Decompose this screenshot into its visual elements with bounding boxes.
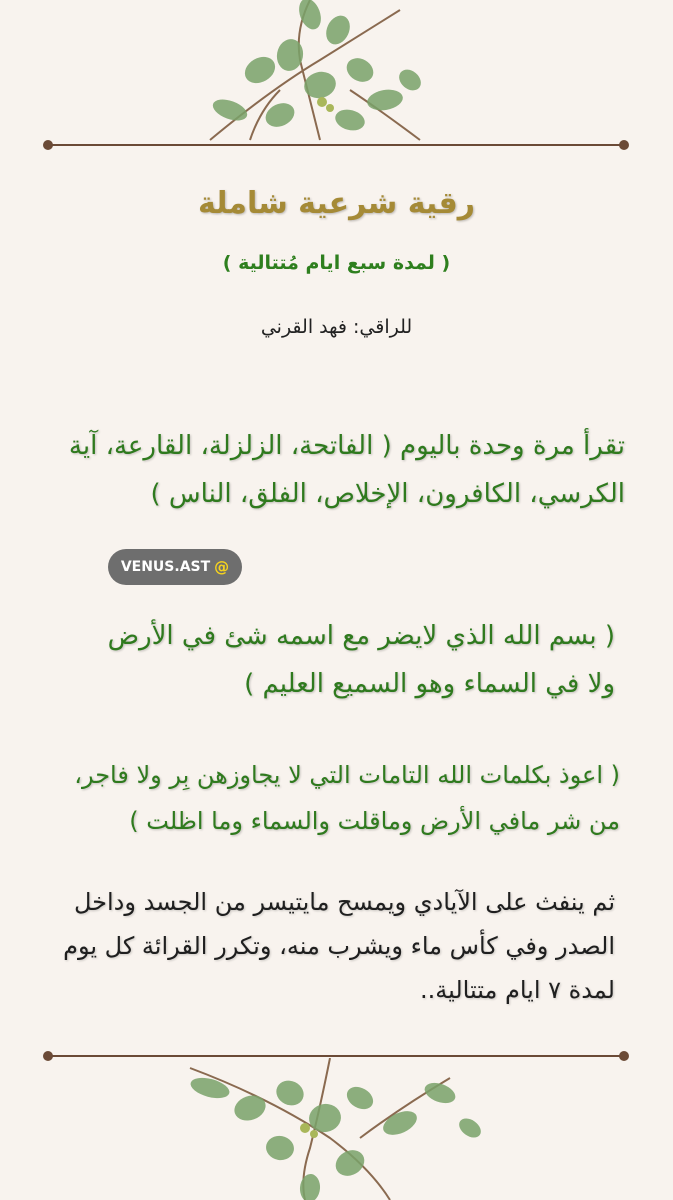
top-divider <box>48 144 624 146</box>
bottom-divider <box>48 1055 624 1057</box>
eucalyptus-branch-bottom <box>150 1058 510 1200</box>
divider-dot-right <box>619 140 629 150</box>
closing-instruction: ثم ينفث على الآيادي ويمسح مايتيسر من الجسد وداخل الصدر وفي كأس ماء ويشرب منه، وتكرر القرائة كل يوم لمدة ٧ ايام متتالية.. <box>63 888 615 1004</box>
at-icon: @ <box>214 558 230 576</box>
divider-dot-left <box>43 1051 53 1061</box>
watermark-badge <box>108 549 242 585</box>
watermark-handle: VENUS.AST <box>120 559 211 575</box>
reading-instruction: تقرأ مرة وحدة باليوم ( الفاتحة، الزلزلة، القارعة، آية الكرسي، الكافرون، الإخلاص، الفلق، الناس ) <box>68 431 625 509</box>
dua-bismillah: ( بسم الله الذي لايضر مع اسمه شئ في الأرض ولا في السماء وهو السميع العليم ) <box>107 621 615 699</box>
page-subtitle: ( لمدة سبع ايام مُتتالية ) <box>222 252 451 274</box>
eucalyptus-branch-top <box>150 0 480 150</box>
reciter-name: للراقي: فهد القرني <box>260 316 413 338</box>
divider-dot-left <box>43 140 53 150</box>
divider-dot-right <box>619 1051 629 1061</box>
page-title: رقية شرعية شاملة <box>197 186 476 221</box>
dua-audhu: ( اعوذ بكلمات الله التامات التي لا يجاوزهن بِر ولا فاجر، من شر مافي الأرض وماقلت والسماء وما اظلت ) <box>74 761 620 835</box>
